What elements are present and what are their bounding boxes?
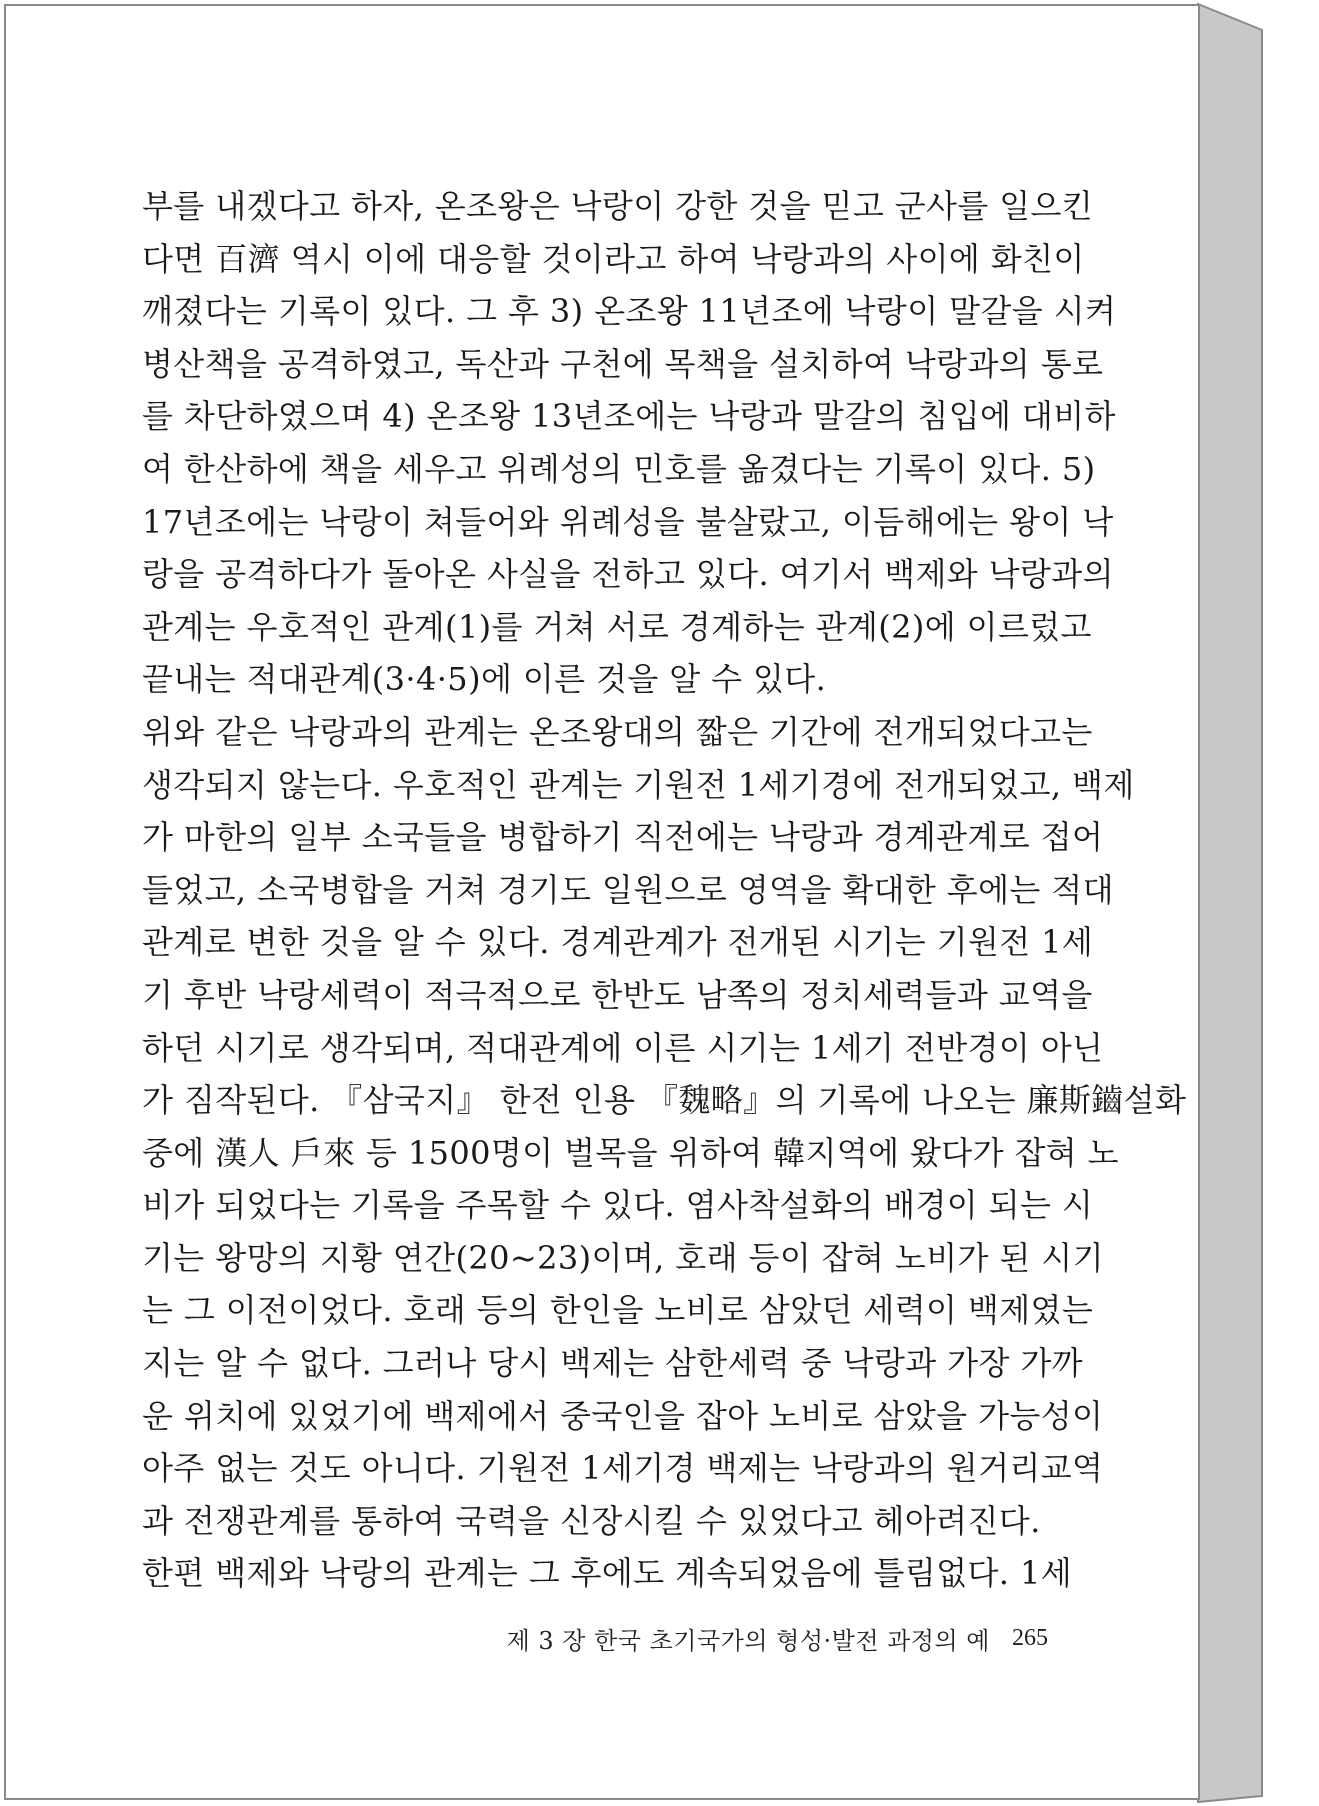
- text-line: 부를 내겠다고 하자, 온조왕은 낙랑이 강한 것을 믿고 군사를 일으킨: [142, 187, 1094, 225]
- text-line: 생각되지 않는다. 우호적인 관계는 기원전 1세기경에 전개되었고, 백제: [142, 765, 1135, 804]
- text-line: 깨졌다는 기록이 있다. 그 후 3) 온조왕 11년조에 낙랑이 말갈을 시켜: [142, 292, 1117, 331]
- text-line: 과 전쟁관계를 통하여 국력을 신장시킬 수 있었다고 헤아려진다.: [142, 1501, 1041, 1540]
- text-line: 중에 漢人 戶來 등 1500명이 벌목을 위하여 韓지역에 왔다가 잡혀 노: [142, 1133, 1119, 1172]
- text-line: 랑을 공격하다가 돌아온 사실을 전하고 있다. 여기서 백제와 낙랑과의: [142, 555, 1114, 594]
- text-line: 가 마한의 일부 소국들을 병합하기 직전에는 낙랑과 경계관계로 접어: [142, 818, 1104, 857]
- text-line: 들었고, 소국병합을 거쳐 경기도 일원으로 영역을 확대한 후에는 적대: [142, 870, 1114, 909]
- text-line: 하던 시기로 생각되며, 적대관계에 이른 시기는 1세기 전반경이 아닌: [142, 1028, 1104, 1067]
- body-text: [142, 180, 1187, 1600]
- text-line: 한편 백제와 낙랑의 관계는 그 후에도 계속되었음에 틀림없다. 1세: [142, 1554, 1073, 1593]
- text-line: 가 짐작된다. 『삼국지』 한전 인용 『魏略』의 기록에 나오는 廉斯鑡설화: [142, 1081, 1187, 1120]
- chapter-title: 제 3 장 한국 초기국가의 형성·발전 과정의 예: [506, 1626, 990, 1655]
- text-line: 관계로 변한 것을 알 수 있다. 경계관계가 전개된 시기는 기원전 1세: [142, 923, 1094, 962]
- text-line: 다면 百濟 역시 이에 대응할 것이라고 하여 낙랑과의 사이에 화친이: [142, 239, 1085, 278]
- text-line: 를 차단하였으며 4) 온조왕 13년조에는 낙랑과 말갈의 침입에 대비하: [142, 397, 1116, 436]
- text-line: 는 그 이전이었다. 호래 등의 한인을 노비로 삼았던 세력이 백제였는: [142, 1291, 1094, 1330]
- paragraph-3: [142, 1547, 1073, 1600]
- page-footer: [488, 1618, 1048, 1658]
- text-line: 끝내는 적대관계(3·4·5)에 이른 것을 알 수 있다.: [142, 660, 827, 699]
- text-line: 17년조에는 낙랑이 쳐들어와 위례성을 불살랐고, 이듬해에는 왕이 낙: [142, 502, 1114, 541]
- text-line: 지는 알 수 없다. 그러나 당시 백제는 삼한세력 중 낙랑과 가장 가까: [142, 1344, 1083, 1383]
- text-line: 병산책을 공격하였고, 독산과 구천에 목책을 설치하여 낙랑과의 통로: [142, 344, 1104, 383]
- paragraph-1: [142, 180, 1117, 706]
- text-line: 비가 되었다는 기록을 주목할 수 있다. 염사착설화의 배경이 되는 시: [142, 1186, 1094, 1225]
- text-line: 아주 없는 것도 아니다. 기원전 1세기경 백제는 낙랑과의 원거리교역: [142, 1449, 1104, 1488]
- page-number: 265: [1012, 1624, 1048, 1651]
- text-line: 기 후반 낙랑세력이 적극적으로 한반도 남쪽의 정치세력들과 교역을: [142, 975, 1093, 1014]
- text-line: 기는 왕망의 지황 연간(20~23)이며, 호래 등이 잡혀 노비가 된 시기: [142, 1238, 1104, 1277]
- text-line: 위와 같은 낙랑과의 관계는 온조왕대의 짧은 기간에 전개되었다고는: [142, 712, 1093, 751]
- text-line: 여 한산하에 책을 세우고 위례성의 민호를 옮겼다는 기록이 있다. 5): [142, 449, 1096, 488]
- text-line: 관계는 우호적인 관계(1)를 거쳐 서로 경계하는 관계(2)에 이르렀고: [142, 607, 1092, 646]
- paragraph-2: [142, 706, 1187, 1548]
- text-line: 운 위치에 있었기에 백제에서 중국인을 잡아 노비로 삼았을 가능성이: [142, 1396, 1104, 1435]
